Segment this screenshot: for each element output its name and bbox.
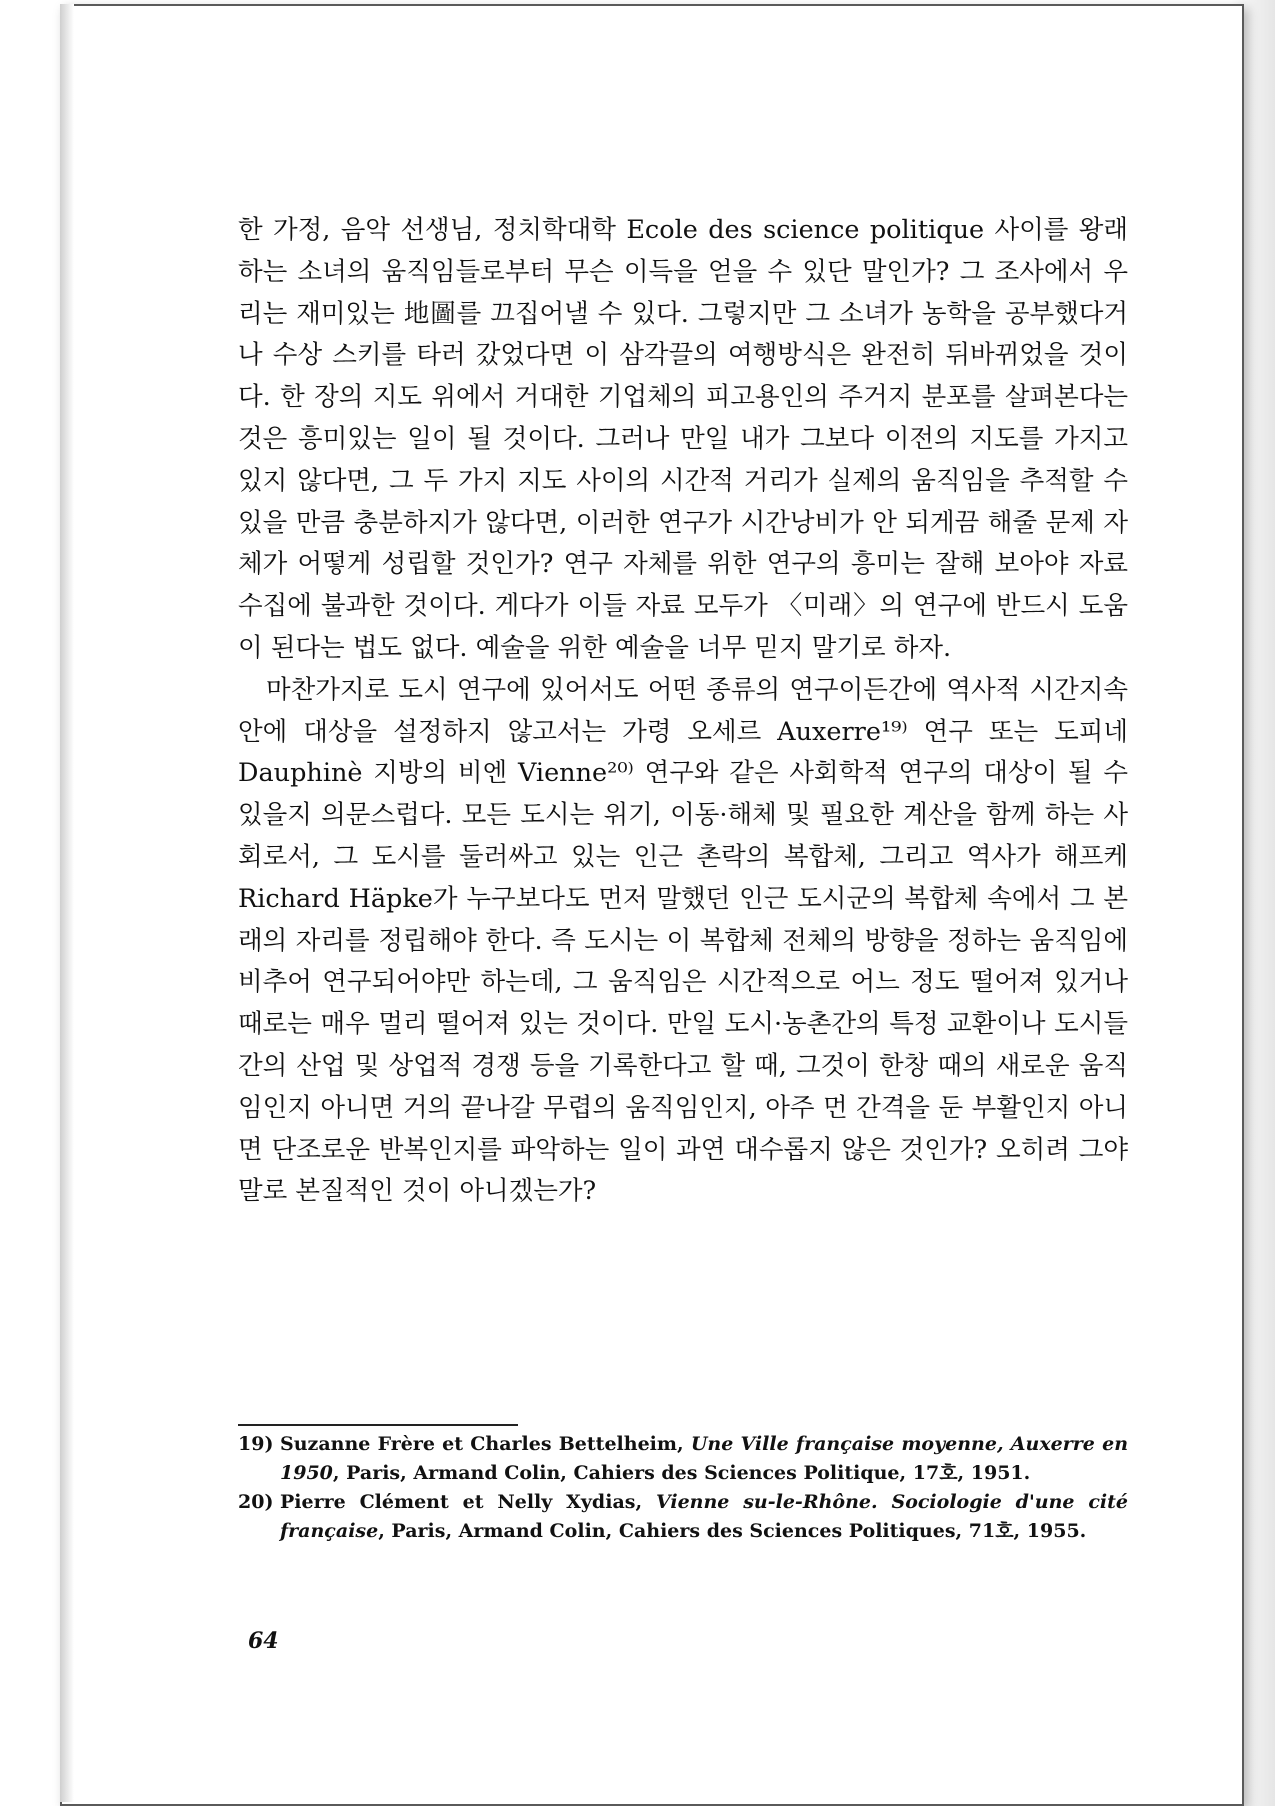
page-number: 64 <box>248 1628 279 1654</box>
footnote-title: Vienne su-le-Rhône. Sociologie d'une cité française <box>280 1491 1129 1542</box>
paragraph-1: 한 가정, 음악 선생님, 정치학대학 Ecole des science politique 사이를 왕래하는 소녀의 움직임들로부터 무슨 이득을 얻을 수 있단 말인가? 그 조사에서 우리는 재미있는 地圖를 끄집어낼 수 있다. 그렇지만 그 소녀가 농학을 공부했다거나 수상 스키를 타러 갔었다면 이 삼각끌의 여행방식은 완전히 뒤바뀌었을 것이다. 한 장의 지도 위에서 거대한 기업체의 피고용인의 주거지 분포를 살펴본다는 것은 흥미있는 일이 될 것이다. 그러나 만일 내가 그보다 이전의 지도를 가지고 있지 않다면, 그 두 가지 지도 사이의 시간적 거리가 실제의 움직임을 추적할 수 있을 만큼 충분하지가 않다면, 이러한 연구가 시간낭비가 안 되게끔 해줄 문제 자체가 어떻게 성립할 것인가? 연구 자체를 위한 연구의 흥미는 잘해 보아야 자료수집에 불과한 것이다. 게다가 이들 자료 모두가 〈미래〉의 연구에 반드시 도움이 된다는 법도 없다. 예술을 위한 예술을 너무 믿지 말기로 하자. <box>238 215 1128 663</box>
body-text <box>238 210 1128 1213</box>
footnote-19 <box>238 1430 1128 1488</box>
footnote-20 <box>238 1488 1128 1546</box>
footnote-publication: , Paris, Armand Colin, Cahiers des Sciences Politique, 17호, 1951. <box>332 1462 1031 1484</box>
paragraph-2: 마찬가지로 도시 연구에 있어서도 어떤 종류의 연구이든간에 역사적 시간지속 안에 대상을 설정하지 않고서는 가령 오세르 Auxerre¹⁹⁾ 연구 또는 도피네 Dauphinè 지방의 비엔 Vienne²⁰⁾ 연구와 같은 사회학적 연구의 대상이 될 수 있을지 의문스럽다. 모든 도시는 위기, 이동·해체 및 필요한 계산을 함께 하는 사회로서, 그 도시를 둘러싸고 있는 인근 촌락의 복합체, 그리고 역사가 해프케 Richard Häpke가 누구보다도 먼저 말했던 인근 도시군의 복합체 속에서 그 본래의 자리를 정립해야 한다. 즉 도시는 이 복합체 전체의 방향을 정하는 움직임에 비추어 연구되어야만 하는데, 그 움직임은 시간적으로 어느 정도 떨어져 있거나 때로는 매우 멀리 떨어져 있는 것이다. 만일 도시·농촌간의 특정 교환이나 도시들간의 산업 및 상업적 경쟁 등을 기록한다고 할 때, 그것이 한창 때의 새로운 움직임인지 아니면 거의 끝나갈 무렵의 움직임인지, 아주 먼 간격을 둔 부활인지 아니면 단조로운 반복인지를 파악하는 일이 과연 대수롭지 않은 것인가? 오히려 그야말로 본질적인 것이 아니겠는가? <box>238 674 1128 1207</box>
footnote-rule <box>238 1424 518 1426</box>
footnotes <box>238 1430 1128 1546</box>
footnote-authors: Suzanne Frère et Charles Bettelheim, <box>280 1433 691 1455</box>
footnote-text <box>280 1430 1128 1488</box>
footnote-publication: , Paris, Armand Colin, Cahiers des Sciences Politiques, 71호, 1955. <box>378 1520 1087 1542</box>
footnote-text <box>280 1488 1128 1546</box>
footnote-number: 19) <box>238 1433 274 1455</box>
page-binding-edge <box>60 4 74 1802</box>
footnote-title: Une Ville française moyenne, Auxerre en 1950 <box>280 1433 1129 1484</box>
footnote-number: 20) <box>238 1491 274 1513</box>
footnote-authors: Pierre Clément et Nelly Xydias, <box>280 1491 656 1513</box>
